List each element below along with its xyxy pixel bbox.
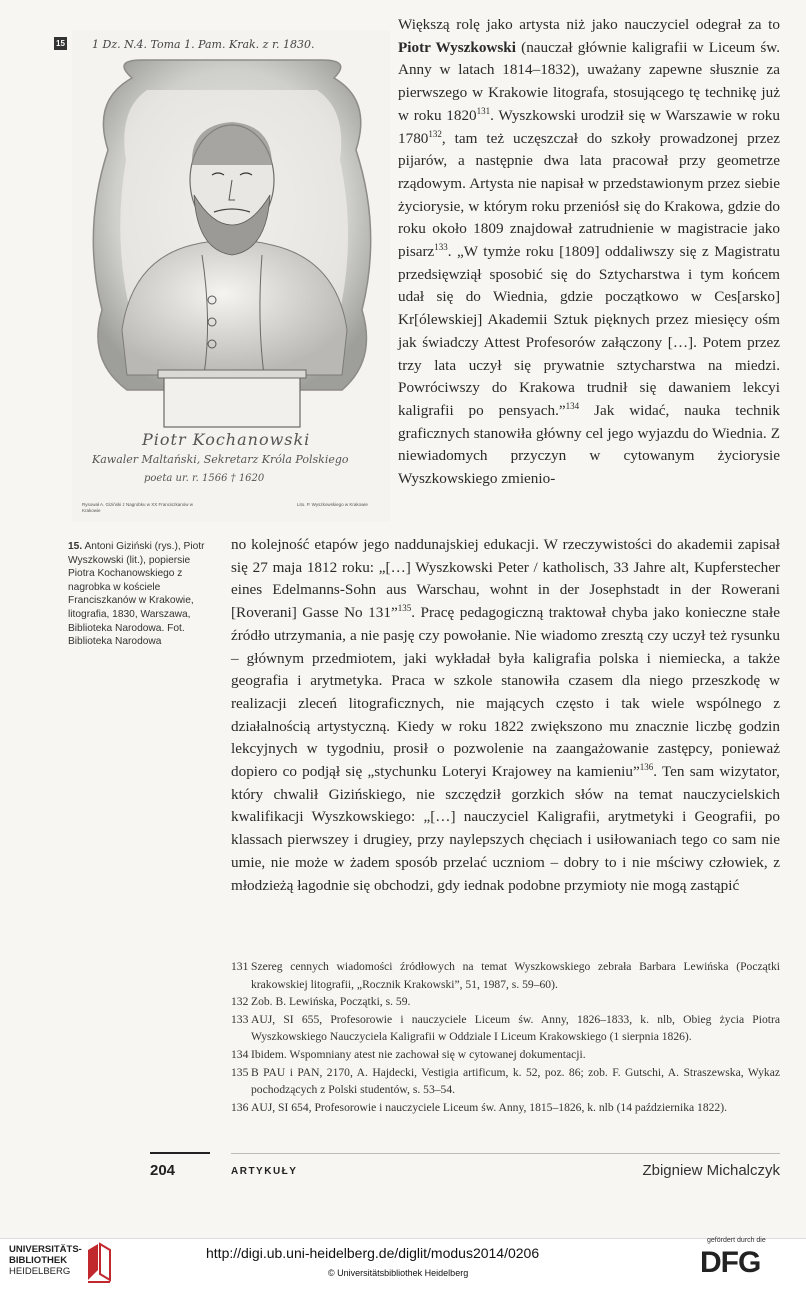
footnote-item	[231, 1064, 780, 1099]
inscription-right: Lito. P. Wyszkowskiego w Krakowie	[297, 502, 368, 507]
footnote-text: Szereg cennych wiadomości źródłowych na temat Wyszkowskiego zebrała Barbara Lewińska (Początki krakowskiej litografii, „Rocznik Krakowski”, 51, 1987, s. 59–60).	[251, 960, 780, 991]
footnote-item	[231, 958, 780, 993]
footnotes	[231, 958, 780, 1116]
caption-text: Antoni Giziński (rys.), Piotr Wyszkowski (lit.), popiersie Piotra Kochanowskiego z nagrobka w kościele Franciszkanów w Krakowie, litografia, 1830, Warszawa, Biblioteka Narodowa. Fot. Biblioteka Narodowa	[68, 541, 205, 648]
body-text: . Wyszkowski urodził się w Warszawie w roku 1780	[398, 106, 780, 147]
body-text: . Ten sam wizytator, który chwalił Gizińskiego, nie szczędził gorzkich słów na temat nauczycielskich kwalifikacji Wyszkowskiego: „[…] nauczyciel Kaligrafii, arytmetyki i Geografii, po klassach pierwszey i drugiey, przy naylepszych chęciach i usiłowaniach tego co sam nie umie, nie może w żadem sposób przelać uczniom – dobry to i nie mściwy człowiek, z młodzieżą łagodnie się obchodzi, gdy iednak podobne przymioty nie mogą zastąpić	[231, 763, 780, 894]
footnote-ref[interactable]: 131	[476, 105, 491, 116]
body-text: Jak widać, nauka technik graficznych stanowiła główny cel jego wyjazdu do Wiednia. Z niewiadomych przyczyn w cytowanym życiorysie Wyszkowskiego zmienio-	[398, 401, 780, 488]
copyright-notice: © Universitätsbibliothek Heidelberg	[328, 1268, 469, 1278]
footnote-text: B PAU i PAN, 2170, A. Hajdecki, Vestigia artificum, k. 52, poz. 86; zob. F. Gutschi, A. Straszewska, Wykaz pochodzących z Polski studentów, s. 53–54.	[251, 1065, 780, 1097]
footnote-text: Ibidem. Wspomniany atest nie zachował się w cytowanej dokumentacji.	[251, 1047, 586, 1061]
figure-caption	[68, 540, 218, 649]
footnote-ref[interactable]: 134	[565, 400, 580, 411]
body-text: (nauczał głównie kaligrafii w Liceum św. Anny w latach 1814–1832), uważany zapewne słusznie za pierwszego w Krakowie litografa, stosującego tę technikę już w roku 1820	[398, 38, 781, 124]
page-number-rule	[150, 1152, 210, 1154]
footnote-number: 131	[231, 960, 249, 973]
inscription-dates: poeta ur. r. 1566 † 1620	[144, 473, 265, 484]
funded-by-label: gefördert durch die	[707, 1237, 766, 1244]
dfg-logo[interactable]: DFG	[700, 1246, 761, 1279]
library-line: HEIDELBERG	[9, 1266, 71, 1277]
section-label: ARTYKUŁY	[231, 1166, 298, 1177]
caption-number: 15.	[68, 541, 83, 552]
library-logo-icon[interactable]	[84, 1240, 114, 1289]
footnote-item	[231, 1046, 780, 1064]
body-text: . Pracę pedagogiczną traktował chyba jako konieczne stałe źródło utrzymania, a nie pasję czy powołanie. Nie wiadomo zresztą czy uczył też rysunku – głównym przedmiotem, jaki wykładał była kaligrafia polska i niemiecka, a także geografia i arytmetyka. Praca w szkole stanowiła czasem dla niego przeszkodę w realizacji zleceń litograficznych, nie mających często i tak wiele wspólnego z działalnością artystyczną. Kiedy w roku 1822 zwiększono mu znacznie liczbę godzin lekcyjnych w tygodniu, prosił o pozwolenie na zaangażowanie zastępcy, ponieważ dopiero co podjął się „stychunku Loteryi Krajowey na kamieniu”	[231, 604, 780, 781]
body-text-column-wide	[231, 534, 780, 897]
footnote-number: 132	[231, 995, 249, 1009]
body-text: , tam też uczęszczał do szkoły prowadzonej przez pijarów, a następnie dwa lata pracował przy geometrze rządowym. Artysta nie napisał w przedstawionym przez siebie życiorysie, w którym roku przeniósł się do Krakowa, gdzie do roku około 1809 znajdował zatrudnienie w magistracie jako pisarz	[398, 129, 780, 261]
footnote-number: 135	[231, 1065, 249, 1079]
footnote-ref[interactable]: 135	[397, 603, 412, 614]
figure-number-badge: 15	[54, 37, 67, 50]
body-text-column-narrow	[398, 14, 780, 491]
lithograph-figure[interactable]	[72, 30, 390, 522]
footnote-item	[231, 993, 780, 1011]
footnote-number: 136	[231, 1100, 249, 1114]
inscription-name: Piotr Kochanowski	[142, 430, 311, 449]
library-logo-text[interactable]	[9, 1244, 82, 1277]
inscription-title: Kawaler Maltański, Sekretarz Króla Polskiego	[92, 453, 349, 466]
inscription-top: 1 Dz. N.4. Toma 1. Pam. Krak. z r. 1830.	[92, 38, 315, 51]
footnote-item	[231, 1099, 780, 1117]
footer-rule	[231, 1153, 780, 1154]
permalink-url[interactable]: http://digi.ub.uni-heidelberg.de/diglit/modus2014/0206	[206, 1245, 540, 1261]
footnote-ref[interactable]: 132	[428, 128, 442, 139]
author-name: Zbigniew Michalczyk	[642, 1162, 780, 1179]
footnote-number: 133	[231, 1012, 249, 1026]
library-line: BIBLIOTHEK	[9, 1255, 68, 1266]
person-name: Piotr Wyszkowski	[398, 38, 516, 56]
footnote-number: 134	[231, 1047, 249, 1061]
library-line: UNIVERSITÄTS-	[9, 1244, 82, 1255]
footnote-ref[interactable]: 136	[639, 761, 654, 772]
body-text: . „W tymże roku [1809] oddaliwszy się z Magistratu przedsięwziął sposobić się do Sztycharstwa i tym końcem udał się do Wiednia, gdzie początkowo w Ces[arsko] Kr[ólewskiej] Akademii Sztuk pięknych przez miesięcy ośm jak świadczy Attest Profesorów załączony […]. Potem przez trzy lata uczył się prywatnie sztycharstwa na miedzi. Powróciwszy do Krakowa trudnił się dawaniem lekcyi kaligrafii po pensyach.”	[398, 243, 780, 419]
body-text: Większą rolę jako artysta niż jako nauczyciel odegrał za to	[398, 16, 780, 33]
footnote-text: AUJ, SI 655, Profesorowie i nauczyciele Liceum św. Anny, 1826–1833, k. nlb, Obieg życia Piotra Wyszkowskiego Nauczyciela Kaligrafii w Oddziale I Liceum Krakowskiego (1 sierpnia 1826).	[251, 1012, 780, 1044]
body-text: no kolejność etapów jego naddunajskiej edukacji. W rzeczywistości do akademii zapisał się 27 maja 1812 roku: „[…] Wyszkowski Peter / katholisch, 33 Jahre alt, Kupferstecher eines Edelmanns-Sohn aus Warschau, wohnt in der Josephstadt in der Rowerani [Roverani] Gasse No 131”	[231, 536, 780, 622]
inscription-left: Rysował A. Giziński z Nagrobku w XX Franciszkanów w Krakowie	[82, 502, 194, 513]
footnote-ref[interactable]: 133	[434, 241, 448, 252]
footnote-text: Zob. B. Lewińska, Początki, s. 59.	[251, 995, 411, 1009]
footnote-item	[231, 1011, 780, 1046]
page-number: 204	[150, 1162, 176, 1179]
footnote-text: AUJ, SI 654, Profesorowie i nauczyciele Liceum św. Anny, 1815–1826, k. nlb (14 października 1822).	[251, 1100, 727, 1114]
